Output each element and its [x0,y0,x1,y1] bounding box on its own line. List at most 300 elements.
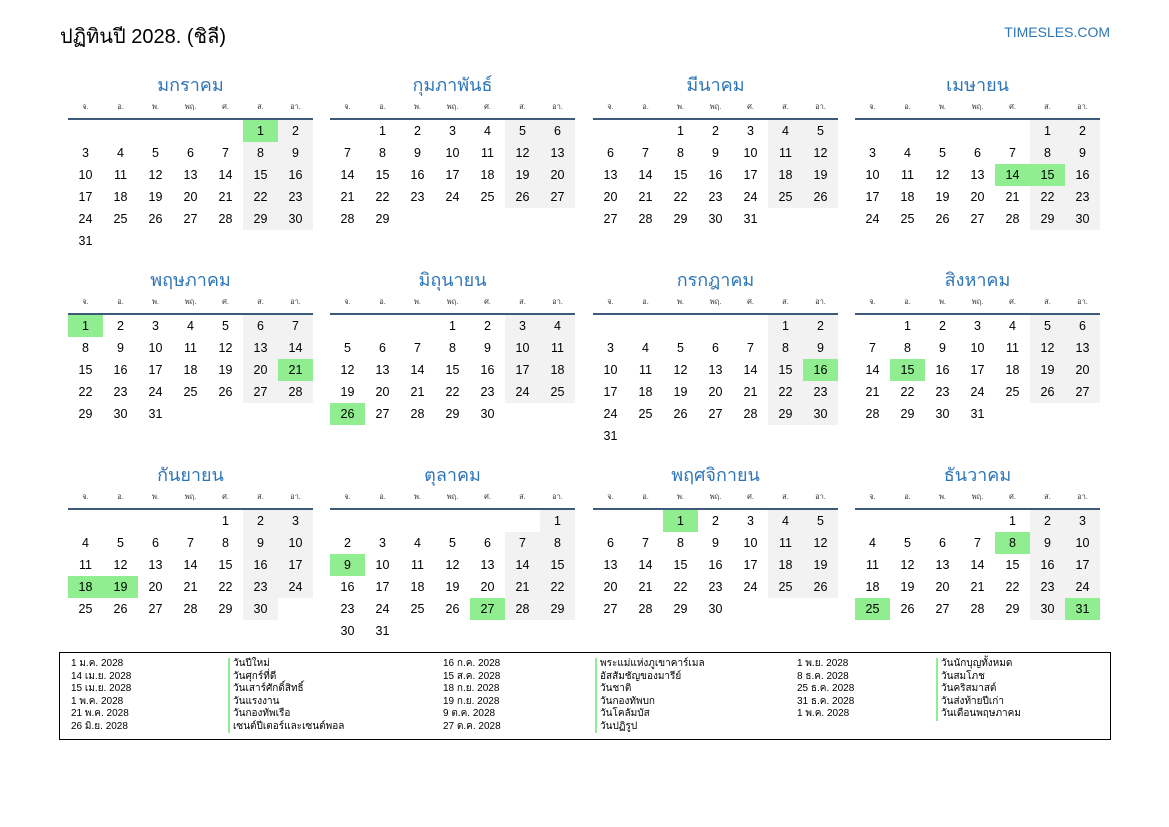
day-cell[interactable]: 25 [78,602,93,616]
day-cell[interactable]: 29 [540,598,575,620]
day-cell[interactable]: 30 [1065,208,1100,230]
day-cell[interactable]: 5 [222,319,229,333]
holiday-day-cell[interactable]: 14 [995,164,1030,186]
day-cell[interactable]: 9 [712,536,719,550]
day-cell[interactable]: 22 [673,190,688,204]
day-cell[interactable]: 15 [243,164,278,186]
day-cell[interactable]: 30 [935,407,950,421]
holiday-day-cell[interactable]: 25 [855,598,890,620]
day-cell[interactable]: 16 [410,168,425,182]
day-cell[interactable]: 23 [935,385,950,399]
day-cell[interactable]: 13 [375,363,390,377]
day-cell[interactable]: 2 [939,319,946,333]
day-cell[interactable]: 18 [480,168,495,182]
day-cell[interactable]: 19 [935,190,950,204]
day-cell[interactable]: 28 [1005,212,1020,226]
day-cell[interactable]: 7 [974,536,981,550]
day-cell[interactable]: 9 [278,142,313,164]
day-cell[interactable]: 9 [243,532,278,554]
day-cell[interactable]: 7 [747,341,754,355]
day-cell[interactable]: 13 [1065,337,1100,359]
day-cell[interactable]: 2 [1030,510,1065,532]
day-cell[interactable]: 28 [183,602,198,616]
day-cell[interactable]: 31 [375,624,390,638]
day-cell[interactable]: 30 [480,407,495,421]
day-cell[interactable]: 24 [743,580,758,594]
day-cell[interactable]: 14 [865,363,880,377]
day-cell[interactable]: 29 [900,407,915,421]
day-cell[interactable]: 1 [677,124,684,138]
day-cell[interactable]: 13 [480,558,495,572]
day-cell[interactable]: 13 [603,558,618,572]
day-cell[interactable]: 31 [78,234,93,248]
day-cell[interactable]: 15 [673,168,688,182]
day-cell[interactable]: 28 [218,212,233,226]
day-cell[interactable]: 17 [445,168,460,182]
day-cell[interactable]: 4 [117,146,124,160]
day-cell[interactable]: 20 [1065,359,1100,381]
day-cell[interactable]: 6 [379,341,386,355]
day-cell[interactable]: 29 [218,602,233,616]
day-cell[interactable]: 18 [410,580,425,594]
day-cell[interactable]: 8 [379,146,386,160]
day-cell[interactable]: 4 [187,319,194,333]
day-cell[interactable]: 21 [410,385,425,399]
day-cell[interactable]: 14 [638,558,653,572]
day-cell[interactable]: 23 [340,602,355,616]
day-cell[interactable]: 10 [148,341,163,355]
day-cell[interactable]: 17 [865,190,880,204]
day-cell[interactable]: 24 [445,190,460,204]
day-cell[interactable]: 24 [743,190,758,204]
day-cell[interactable]: 8 [904,341,911,355]
day-cell[interactable]: 7 [414,341,421,355]
day-cell[interactable]: 18 [768,164,803,186]
day-cell[interactable]: 17 [970,363,985,377]
day-cell[interactable]: 29 [445,407,460,421]
day-cell[interactable]: 14 [638,168,653,182]
day-cell[interactable]: 28 [743,407,758,421]
day-cell[interactable]: 17 [278,554,313,576]
day-cell[interactable]: 1 [540,510,575,532]
day-cell[interactable]: 19 [505,164,540,186]
day-cell[interactable]: 2 [712,124,719,138]
day-cell[interactable]: 7 [1009,146,1016,160]
day-cell[interactable]: 29 [1030,208,1065,230]
day-cell[interactable]: 12 [340,363,355,377]
day-cell[interactable]: 14 [340,168,355,182]
day-cell[interactable]: 9 [803,337,838,359]
day-cell[interactable]: 13 [148,558,163,572]
day-cell[interactable]: 29 [673,212,688,226]
day-cell[interactable]: 20 [603,190,618,204]
day-cell[interactable]: 6 [974,146,981,160]
day-cell[interactable]: 14 [278,337,313,359]
day-cell[interactable]: 2 [803,315,838,337]
holiday-day-cell[interactable]: 1 [663,510,698,532]
day-cell[interactable]: 18 [540,359,575,381]
day-cell[interactable]: 13 [603,168,618,182]
day-cell[interactable]: 20 [480,580,495,594]
day-cell[interactable]: 16 [708,558,723,572]
day-cell[interactable]: 10 [445,146,460,160]
day-cell[interactable]: 29 [375,212,390,226]
day-cell[interactable]: 15 [218,558,233,572]
day-cell[interactable]: 3 [152,319,159,333]
day-cell[interactable]: 27 [243,381,278,403]
day-cell[interactable]: 13 [970,168,985,182]
day-cell[interactable]: 3 [747,124,754,138]
day-cell[interactable]: 5 [904,536,911,550]
day-cell[interactable]: 28 [638,212,653,226]
day-cell[interactable]: 2 [484,319,491,333]
day-cell[interactable]: 22 [218,580,233,594]
day-cell[interactable]: 19 [803,164,838,186]
day-cell[interactable]: 10 [603,363,618,377]
day-cell[interactable]: 14 [410,363,425,377]
day-cell[interactable]: 8 [449,341,456,355]
day-cell[interactable]: 12 [1030,337,1065,359]
day-cell[interactable]: 27 [540,186,575,208]
holiday-day-cell[interactable]: 1 [68,315,103,337]
day-cell[interactable]: 27 [970,212,985,226]
day-cell[interactable]: 30 [278,208,313,230]
day-cell[interactable]: 19 [340,385,355,399]
day-cell[interactable]: 4 [904,146,911,160]
day-cell[interactable]: 6 [484,536,491,550]
day-cell[interactable]: 26 [803,576,838,598]
day-cell[interactable]: 15 [78,363,93,377]
day-cell[interactable]: 6 [1065,315,1100,337]
day-cell[interactable]: 21 [638,190,653,204]
holiday-day-cell[interactable]: 15 [1030,164,1065,186]
day-cell[interactable]: 24 [603,407,618,421]
day-cell[interactable]: 8 [768,337,803,359]
day-cell[interactable]: 15 [673,558,688,572]
day-cell[interactable]: 8 [243,142,278,164]
day-cell[interactable]: 23 [410,190,425,204]
day-cell[interactable]: 21 [340,190,355,204]
day-cell[interactable]: 8 [677,146,684,160]
day-cell[interactable]: 31 [970,407,985,421]
day-cell[interactable]: 21 [743,385,758,399]
day-cell[interactable]: 4 [642,341,649,355]
day-cell[interactable]: 20 [970,190,985,204]
day-cell[interactable]: 16 [1065,164,1100,186]
day-cell[interactable]: 17 [505,359,540,381]
day-cell[interactable]: 27 [183,212,198,226]
day-cell[interactable]: 15 [445,363,460,377]
day-cell[interactable]: 26 [445,602,460,616]
day-cell[interactable]: 8 [82,341,89,355]
day-cell[interactable]: 5 [803,510,838,532]
day-cell[interactable]: 14 [970,558,985,572]
day-cell[interactable]: 27 [1065,381,1100,403]
day-cell[interactable]: 17 [78,190,93,204]
day-cell[interactable]: 8 [222,536,229,550]
day-cell[interactable]: 31 [743,212,758,226]
day-cell[interactable]: 21 [638,580,653,594]
day-cell[interactable]: 17 [603,385,618,399]
day-cell[interactable]: 11 [866,558,879,572]
day-cell[interactable]: 21 [970,580,985,594]
day-cell[interactable]: 16 [480,363,495,377]
day-cell[interactable]: 10 [78,168,93,182]
day-cell[interactable]: 24 [278,576,313,598]
day-cell[interactable]: 16 [243,554,278,576]
day-cell[interactable]: 11 [1006,341,1019,355]
day-cell[interactable]: 9 [939,341,946,355]
day-cell[interactable]: 24 [970,385,985,399]
day-cell[interactable]: 7 [187,536,194,550]
day-cell[interactable]: 25 [768,186,803,208]
day-cell[interactable]: 16 [708,168,723,182]
day-cell[interactable]: 5 [1030,315,1065,337]
day-cell[interactable]: 1 [1009,514,1016,528]
day-cell[interactable]: 16 [340,580,355,594]
day-cell[interactable]: 8 [540,532,575,554]
holiday-day-cell[interactable]: 21 [278,359,313,381]
day-cell[interactable]: 11 [639,363,652,377]
day-cell[interactable]: 2 [243,510,278,532]
day-cell[interactable]: 9 [1030,532,1065,554]
day-cell[interactable]: 12 [218,341,233,355]
day-cell[interactable]: 22 [375,190,390,204]
day-cell[interactable]: 12 [900,558,915,572]
day-cell[interactable]: 22 [78,385,93,399]
day-cell[interactable]: 17 [1065,554,1100,576]
day-cell[interactable]: 22 [673,580,688,594]
day-cell[interactable]: 11 [481,146,494,160]
day-cell[interactable]: 30 [708,602,723,616]
day-cell[interactable]: 23 [803,381,838,403]
day-cell[interactable]: 29 [78,407,93,421]
holiday-day-cell[interactable]: 19 [103,576,138,598]
day-cell[interactable]: 4 [82,536,89,550]
day-cell[interactable]: 14 [183,558,198,572]
day-cell[interactable]: 30 [113,407,128,421]
day-cell[interactable]: 3 [82,146,89,160]
day-cell[interactable]: 20 [183,190,198,204]
day-cell[interactable]: 5 [939,146,946,160]
day-cell[interactable]: 10 [865,168,880,182]
day-cell[interactable]: 6 [939,536,946,550]
day-cell[interactable]: 19 [218,363,233,377]
day-cell[interactable]: 3 [747,514,754,528]
day-cell[interactable]: 19 [148,190,163,204]
day-cell[interactable]: 25 [638,407,653,421]
day-cell[interactable]: 12 [803,532,838,554]
day-cell[interactable]: 4 [768,120,803,142]
day-cell[interactable]: 11 [184,341,197,355]
day-cell[interactable]: 9 [484,341,491,355]
day-cell[interactable]: 9 [712,146,719,160]
day-cell[interactable]: 18 [113,190,128,204]
day-cell[interactable]: 13 [243,337,278,359]
day-cell[interactable]: 20 [603,580,618,594]
day-cell[interactable]: 8 [677,536,684,550]
day-cell[interactable]: 22 [243,186,278,208]
day-cell[interactable]: 5 [803,120,838,142]
day-cell[interactable]: 29 [768,403,803,425]
day-cell[interactable]: 26 [803,186,838,208]
day-cell[interactable]: 21 [865,385,880,399]
day-cell[interactable]: 19 [803,554,838,576]
day-cell[interactable]: 2 [344,536,351,550]
day-cell[interactable]: 1 [449,319,456,333]
day-cell[interactable]: 24 [375,602,390,616]
day-cell[interactable]: 21 [505,576,540,598]
day-cell[interactable]: 25 [768,576,803,598]
day-cell[interactable]: 12 [673,363,688,377]
day-cell[interactable]: 31 [603,429,618,443]
day-cell[interactable]: 6 [607,536,614,550]
day-cell[interactable]: 23 [243,576,278,598]
day-cell[interactable]: 3 [379,536,386,550]
day-cell[interactable]: 3 [278,510,313,532]
day-cell[interactable]: 10 [505,337,540,359]
day-cell[interactable]: 30 [803,403,838,425]
day-cell[interactable]: 3 [869,146,876,160]
day-cell[interactable]: 26 [673,407,688,421]
day-cell[interactable]: 7 [222,146,229,160]
day-cell[interactable]: 26 [505,186,540,208]
day-cell[interactable]: 17 [743,168,758,182]
day-cell[interactable]: 4 [484,124,491,138]
day-cell[interactable]: 16 [278,164,313,186]
day-cell[interactable]: 16 [935,363,950,377]
day-cell[interactable]: 7 [278,315,313,337]
day-cell[interactable]: 20 [540,164,575,186]
day-cell[interactable]: 12 [935,168,950,182]
day-cell[interactable]: 9 [1065,142,1100,164]
day-cell[interactable]: 11 [540,337,575,359]
day-cell[interactable]: 26 [218,385,233,399]
day-cell[interactable]: 1 [1030,120,1065,142]
day-cell[interactable]: 10 [743,146,758,160]
day-cell[interactable]: 10 [1065,532,1100,554]
day-cell[interactable]: 13 [708,363,723,377]
day-cell[interactable]: 3 [505,315,540,337]
day-cell[interactable]: 3 [1065,510,1100,532]
day-cell[interactable]: 3 [974,319,981,333]
day-cell[interactable]: 28 [410,407,425,421]
day-cell[interactable]: 2 [712,514,719,528]
holiday-day-cell[interactable]: 8 [995,532,1030,554]
day-cell[interactable]: 12 [505,142,540,164]
day-cell[interactable]: 5 [449,536,456,550]
day-cell[interactable]: 10 [375,558,390,572]
day-cell[interactable]: 1 [768,315,803,337]
day-cell[interactable]: 16 [113,363,128,377]
day-cell[interactable]: 22 [445,385,460,399]
day-cell[interactable]: 6 [187,146,194,160]
day-cell[interactable]: 5 [152,146,159,160]
day-cell[interactable]: 5 [344,341,351,355]
day-cell[interactable]: 29 [243,208,278,230]
day-cell[interactable]: 22 [1030,186,1065,208]
day-cell[interactable]: 11 [411,558,424,572]
day-cell[interactable]: 3 [607,341,614,355]
day-cell[interactable]: 24 [1065,576,1100,598]
day-cell[interactable]: 4 [414,536,421,550]
day-cell[interactable]: 17 [148,363,163,377]
day-cell[interactable]: 26 [935,212,950,226]
day-cell[interactable]: 25 [900,212,915,226]
day-cell[interactable]: 26 [900,602,915,616]
day-cell[interactable]: 22 [540,576,575,598]
holiday-day-cell[interactable]: 26 [330,403,365,425]
day-cell[interactable]: 14 [505,554,540,576]
day-cell[interactable]: 2 [414,124,421,138]
day-cell[interactable]: 25 [113,212,128,226]
day-cell[interactable]: 11 [79,558,92,572]
day-cell[interactable]: 8 [1030,142,1065,164]
day-cell[interactable]: 23 [708,580,723,594]
day-cell[interactable]: 25 [1005,385,1020,399]
day-cell[interactable]: 18 [768,554,803,576]
day-cell[interactable]: 13 [183,168,198,182]
day-cell[interactable]: 22 [768,381,803,403]
day-cell[interactable]: 26 [148,212,163,226]
day-cell[interactable]: 1 [904,319,911,333]
day-cell[interactable]: 19 [673,385,688,399]
day-cell[interactable]: 7 [642,536,649,550]
day-cell[interactable]: 22 [1005,580,1020,594]
day-cell[interactable]: 21 [1005,190,1020,204]
day-cell[interactable]: 4 [869,536,876,550]
day-cell[interactable]: 30 [243,598,278,620]
day-cell[interactable]: 6 [152,536,159,550]
day-cell[interactable]: 23 [1030,576,1065,598]
day-cell[interactable]: 12 [445,558,460,572]
day-cell[interactable]: 6 [243,315,278,337]
day-cell[interactable]: 11 [901,168,914,182]
day-cell[interactable]: 15 [1005,558,1020,572]
day-cell[interactable]: 25 [183,385,198,399]
day-cell[interactable]: 23 [1065,186,1100,208]
day-cell[interactable]: 12 [803,142,838,164]
day-cell[interactable]: 27 [935,602,950,616]
day-cell[interactable]: 9 [414,146,421,160]
day-cell[interactable]: 23 [113,385,128,399]
day-cell[interactable]: 19 [445,580,460,594]
day-cell[interactable]: 27 [148,602,163,616]
day-cell[interactable]: 18 [900,190,915,204]
day-cell[interactable]: 2 [1065,120,1100,142]
day-cell[interactable]: 14 [218,168,233,182]
day-cell[interactable]: 27 [375,407,390,421]
day-cell[interactable]: 29 [673,602,688,616]
day-cell[interactable]: 24 [865,212,880,226]
day-cell[interactable]: 20 [375,385,390,399]
day-cell[interactable]: 24 [148,385,163,399]
day-cell[interactable]: 11 [768,532,803,554]
day-cell[interactable]: 20 [935,580,950,594]
day-cell[interactable]: 18 [865,580,880,594]
day-cell[interactable]: 23 [278,186,313,208]
day-cell[interactable]: 30 [1030,598,1065,620]
day-cell[interactable]: 10 [743,536,758,550]
day-cell[interactable]: 20 [243,359,278,381]
holiday-day-cell[interactable]: 27 [470,598,505,620]
day-cell[interactable]: 21 [218,190,233,204]
day-cell[interactable]: 7 [642,146,649,160]
day-cell[interactable]: 5 [117,536,124,550]
day-cell[interactable]: 20 [708,385,723,399]
day-cell[interactable]: 20 [148,580,163,594]
holiday-day-cell[interactable]: 15 [890,359,925,381]
